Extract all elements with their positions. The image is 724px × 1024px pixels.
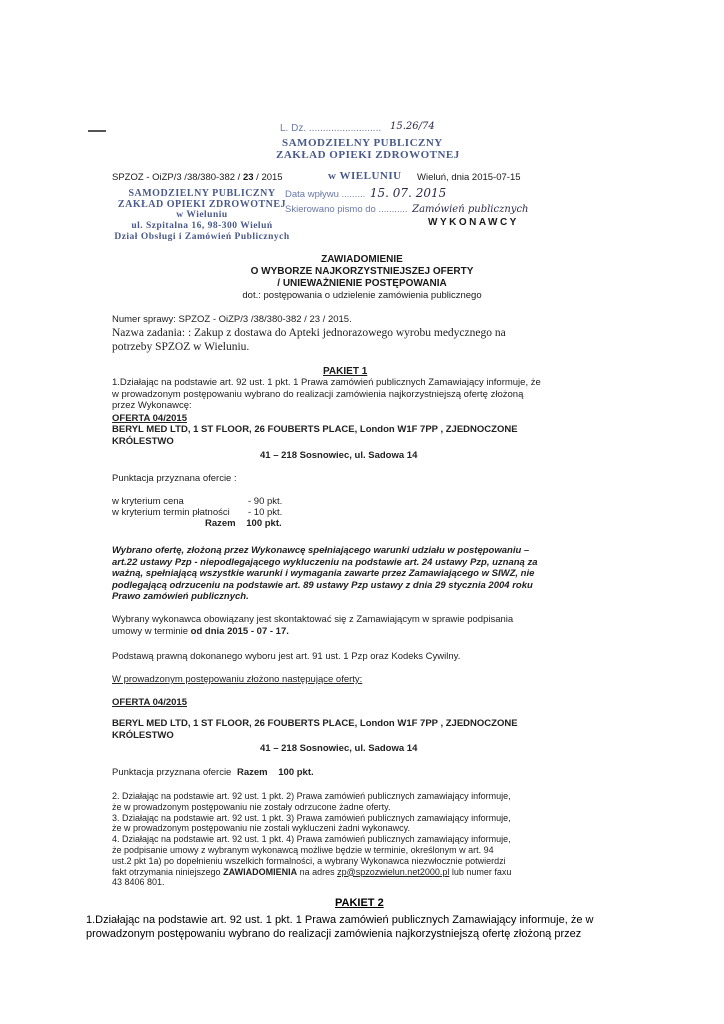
date-line: Wieluń, dnia 2015-07-15 xyxy=(417,172,521,183)
company2-address: 41 – 218 Sosnowiec, ul. Sadowa 14 xyxy=(260,743,418,754)
reference-line: SPZOZ - OiZP/3 /38/380-382 / 23 / 2015 xyxy=(112,172,283,183)
numbered-points: 2. Działając na podstawie art. 92 ust. 1 pkt. 2) Prawa zamówień publicznych zamawiający informuje, że w prowadzonym postępowaniu nie zostały odrzucone żadne oferty. 3. Działając na podstawie art. 92 ust. 1 pkt. 3) Prawa zamówień publicznych zamawiający informuje, że w prowadzonym postępowaniu nie zostali wykluczeni żadni wykonawcy. 4. Działając na podstawie art. 92 ust. 1 pkt. 4) Prawa zamówień publicznych zamawiający informuje, że podpisanie umowy z wybranym wykonawcą możliwe będzie w terminie, określonym w art. 94 ust.2 pkt 1a) po dopełnieniu wszelkich formalności, a wybrany Wykonawca niezwłocznie potwierdzi fakt otrzymania niniejszego ZAWIADOMIENIA na adres zp@spzozwielun.net2000.pl lub numer faxu 43 8406 801. xyxy=(112,791,512,888)
sender-line3: w Wieluniu xyxy=(176,210,228,220)
score2: Punktacja przyznana ofercie Razem 100 pkt. xyxy=(112,767,314,778)
pakiet2-heading: PAKIET 2 xyxy=(335,897,384,909)
title-line3: / UNIEWAŻNIENIE POSTĘPOWANIA xyxy=(277,278,447,289)
contact-text: Wybrany wykonawca obowiązany jest skontaktować się z Zamawiającym w sprawie podpisania umowy w terminie od dnia 2015 - 07 - 17. xyxy=(112,614,514,637)
sender-line2: ZAKŁAD OPIEKI ZDROWOTNEJ xyxy=(117,199,287,210)
l-dz-label: L. Dz. .......................... xyxy=(280,123,382,134)
company-address: 41 – 218 Sosnowiec, ul. Sadowa 14 xyxy=(260,450,418,461)
l-dz-handwritten: 15.26/74 xyxy=(390,121,435,132)
legal-basis: Podstawą prawną dokonanego wyboru jest art. 91 ust. 1 Pzp oraz Kodeks Cywilny. xyxy=(112,651,461,662)
recipient: WYKONAWCY xyxy=(428,217,519,228)
stamp-name-line3: w WIELUNIU xyxy=(328,170,402,182)
company2-name: BERYL MED LTD, 1 ST FLOOR, 26 FOUBERTS PLACE, London W1F 7PP , ZJEDNOCZONE KRÓLESTWO xyxy=(112,718,518,741)
score-label: Punktacja przyznana ofercie : xyxy=(112,473,237,484)
sender-line1: SAMODZIELNY PUBLICZNY xyxy=(128,188,276,199)
sender-line5: Dział Obsługi i Zamówień Publicznych xyxy=(114,232,290,242)
chosen-offer-text: Wybrano ofertę, złożoną przez Wykonawcę spełniającego warunki udziału w postępowaniu – art.22 ustawy Pzp - niepodlegającego wykluczeniu na podstawie art. 24 ustawy Pzp, uznaną za ważną, spełniającą wszystkie warunki i wymagania zawarte przez Zamawiającego w SIWZ, nie podlegającą odrzuceniu na podstawie art. 89 ustawy Pzp ustawy z dnia 29 stycznia 2004 roku Prawo zamówień publicznych. xyxy=(112,545,538,602)
stamp-name-line2: ZAKŁAD OPIEKI ZDROWOTNEJ xyxy=(276,149,460,161)
corner-mark xyxy=(88,130,106,132)
offer2-label: OFERTA 04/2015 xyxy=(112,697,187,708)
case-number: Numer sprawy: SPZOZ - OiZP/3 /38/380-382 / 23 / 2015. xyxy=(112,314,352,325)
sender-line4: ul. Szpitalna 16, 98-300 Wieluń xyxy=(131,221,273,231)
offers-heading: W prowadzonym postępowaniu złożono następujące oferty: xyxy=(112,674,363,685)
pakiet1-heading: PAKIET 1 xyxy=(323,366,368,377)
score-total: Razem 100 pkt. xyxy=(205,518,282,529)
title-block xyxy=(150,254,574,302)
criterion-price: w kryterium cena - 90 pkt. xyxy=(112,496,283,507)
criterion-payment: w kryterium termin płatności - 10 pkt. xyxy=(112,507,283,518)
received-stamp xyxy=(276,121,540,161)
company-name: BERYL MED LTD, 1 ST FLOOR, 26 FOUBERTS PLACE, London W1F 7PP , ZJEDNOCZONE KRÓLESTWO xyxy=(112,424,518,447)
title-line2: O WYBORZE NAJKORZYSTNIEJSZEJ OFERTY xyxy=(250,266,474,277)
offer-label: OFERTA 04/2015 xyxy=(112,413,187,424)
pakiet2-text: 1.Działając na podstawie art. 92 ust. 1 pkt. 1 Prawa zamówień publicznych Zamawiający informuje, że w prowadzonym postępowaniu wybrano do realizacji zamówienia najkorzystniejszą ofertę złożoną przez xyxy=(86,914,594,940)
pakiet1-intro: 1.Działając na podstawie art. 92 ust. 1 pkt. 1 Prawa zamówień publicznych Zamawiający informuje, że w prowadzonym postępowaniu wybrano do realizacji zamówienia najkorzystniejszą ofertę złożoną przez Wykonawcę: xyxy=(112,377,541,411)
email-link[interactable]: zp@spzozwielun.net2000.pl xyxy=(337,866,450,877)
task-name: Nazwa zadania: : Zakup z dostawa do Apteki jednorazowego wyrobu medycznego na potrzeby SPZOZ w Wieluniu. xyxy=(112,327,506,353)
title-line4: dot.: postępowania o udzielenie zamówienia publicznego xyxy=(242,290,482,301)
forwarded-to: Skierowano pismo do ........... Zamówień publicznych xyxy=(285,204,529,215)
sender-stamp xyxy=(112,188,292,243)
stamp-name-line1: SAMODZIELNY PUBLICZNY xyxy=(282,137,443,149)
title-line1: ZAWIADOMIENIE xyxy=(321,254,403,265)
receipt-date: Data wpływu ......... 15. 07. 2015 xyxy=(285,186,447,200)
